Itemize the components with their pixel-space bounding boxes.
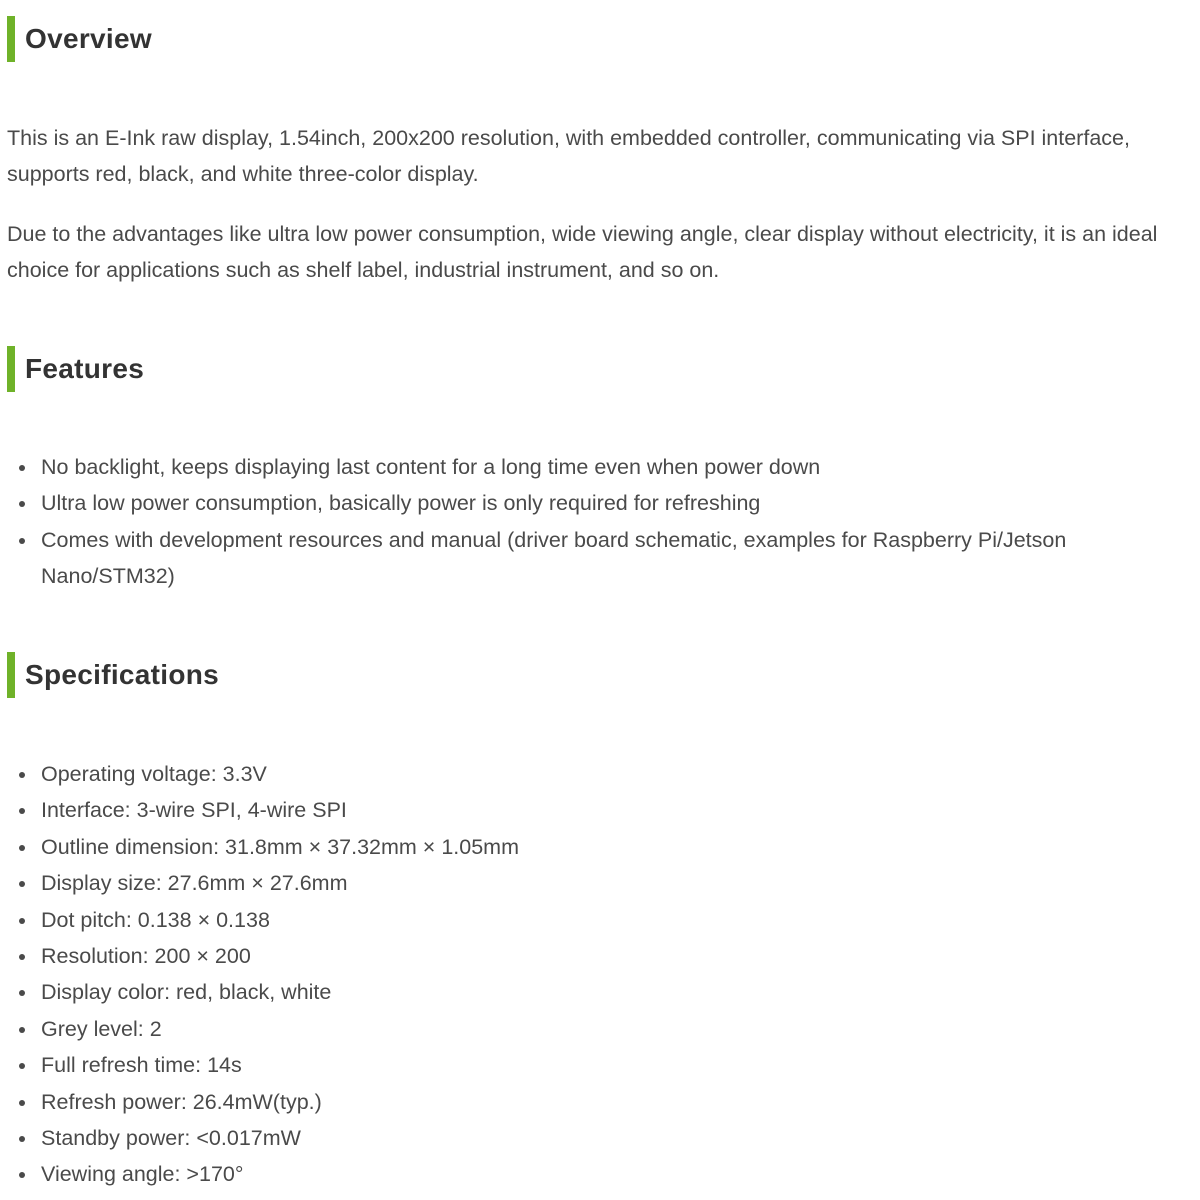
list-item (0, 1156, 1190, 1192)
spec-text: Outline dimension: 31.8mm × 37.32mm × 1.05mm (41, 834, 519, 859)
overview-paragraph-2: Due to the advantages like ultra low power consumption, wide viewing angle, clear display without electricity, it is an ideal choice for applications such as shelf label, industrial instrument, and so on. (7, 222, 1158, 282)
bullet-icon (19, 1172, 25, 1178)
feature-text: Ultra low power consumption, basically power is only required for refreshing (41, 491, 761, 516)
features-list (0, 449, 1190, 595)
spec-text: Interface: 3-wire SPI, 4-wire SPI (41, 798, 347, 823)
overview-heading: Overview (7, 16, 152, 62)
spec-text: Display size: 27.6mm × 27.6mm (41, 871, 348, 896)
specifications-list (0, 756, 1190, 1193)
list-item (0, 522, 1190, 595)
spec-text: Display color: red, black, white (41, 980, 332, 1005)
list-item (0, 792, 1190, 828)
list-item (0, 449, 1190, 485)
spec-text: Resolution: 200 × 200 (41, 944, 251, 969)
bullet-icon (19, 845, 25, 851)
spec-text: Refresh power: 26.4mW(typ.) (41, 1089, 322, 1114)
list-item (0, 1084, 1190, 1120)
list-item (0, 1047, 1190, 1083)
feature-text: Comes with development resources and manual (driver board schematic, examples for Raspberry Pi/Jetson Nano/STM32) (41, 527, 1067, 589)
bullet-icon (19, 538, 25, 544)
bullet-icon (19, 465, 25, 471)
list-item (0, 1011, 1190, 1047)
bullet-icon (19, 918, 25, 924)
spec-text: Dot pitch: 0.138 × 0.138 (41, 907, 270, 932)
list-item (0, 756, 1190, 792)
feature-text: No backlight, keeps displaying last content for a long time even when power down (41, 455, 821, 479)
bullet-icon (19, 1136, 25, 1142)
spec-text: Grey level: 2 (41, 1016, 162, 1041)
list-item (0, 902, 1190, 938)
spec-text: Full refresh time: 14s (41, 1053, 242, 1078)
list-item (0, 1120, 1190, 1156)
bullet-icon (19, 501, 25, 507)
list-item (0, 829, 1190, 865)
bullet-icon (19, 1100, 25, 1106)
list-item (0, 974, 1190, 1010)
spec-text: Standby power: <0.017mW (41, 1126, 301, 1151)
bullet-icon (19, 954, 25, 960)
features-heading: Features (7, 346, 144, 392)
specifications-heading: Specifications (7, 652, 219, 698)
bullet-icon (19, 881, 25, 887)
spec-text: Viewing angle: >170° (41, 1162, 244, 1187)
bullet-icon (19, 1063, 25, 1069)
list-item (0, 485, 1190, 521)
list-item (0, 865, 1190, 901)
list-item (0, 938, 1190, 974)
overview-paragraph-1: This is an E-Ink raw display, 1.54inch, 200x200 resolution, with embedded controller, communicating via SPI interface, supports red, black, and white three-color display. (7, 126, 1130, 186)
bullet-icon (19, 772, 25, 778)
bullet-icon (19, 990, 25, 996)
spec-text: Operating voltage: 3.3V (41, 762, 267, 786)
bullet-icon (19, 1027, 25, 1033)
bullet-icon (19, 808, 25, 814)
